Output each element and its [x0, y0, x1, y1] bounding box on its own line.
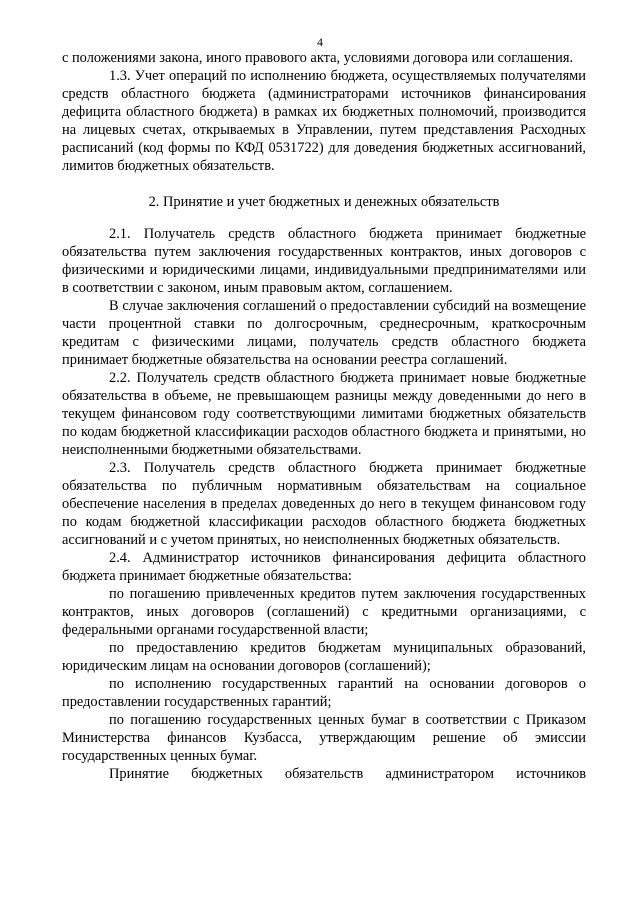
list-item-guarantees: по исполнению государственных гарантий на основании договоров о предоставлении государственных гарантий; [62, 676, 586, 710]
paragraph-continuation: с положениями закона, иного правового акта, условиями договора или соглашения. [62, 50, 574, 66]
list-item-securities: по погашению государственных ценных бумаг в соответствии с Приказом Министерства финансов Кузбасса, утверждающим решение об эмиссии государственных ценных бумаг. [62, 712, 586, 764]
paragraph-2-1: 2.1. Получатель средств областного бюджета принимает бюджетные обязательства путем заключения государственных контрактов, иных договоров с физическими и юридическими лицами, индивидуальными предпринимателями или в соответствии с законом, иным правовым актом, соглашением. [62, 226, 586, 296]
page-number: 4 [317, 35, 323, 49]
paragraph-trailing: Принятие бюджетных обязательств администратором источников [109, 766, 586, 782]
paragraph-subsidies: В случае заключения соглашений о предоставлении субсидий на возмещение части процентной ставки по долгосрочным, среднесрочным, краткосрочным кредитам с физическими лицами, получатель средств областного бюджета принимает бюджетные обязательства на основании реестра соглашений. [62, 298, 586, 368]
list-item-loan-provision: по предоставлению кредитов бюджетам муниципальных образований, юридическим лицам на основании договоров (соглашений); [62, 640, 586, 674]
paragraph-1-3: 1.3. Учет операций по исполнению бюджета, осуществляемых получателями средств областного бюджета (администраторами источников финансирования дефицита областного бюджета) в рамках их бюджетных полномочий, производится на лицевых счетах, открываемых в Управлении, путем представления Расходных расписаний (код формы по КФД 0531722) для доведения бюджетных ассигнований, лимитов бюджетных обязательств. [62, 68, 586, 174]
list-item-loan-repayment: по погашению привлеченных кредитов путем заключения государственных контрактов, иных договоров (соглашений) с кредитными организациями, с федеральными органами государственной власти; [62, 586, 586, 638]
section-heading: 2. Принятие и учет бюджетных и денежных обязательств [148, 194, 500, 210]
paragraph-2-4: 2.4. Администратор источников финансирования дефицита областного бюджета принимает бюджетные обязательства: [62, 550, 586, 584]
document-body [62, 49, 586, 783]
paragraph-2-3: 2.3. Получатель средств областного бюджета принимает бюджетные обязательства по публичным нормативным обязательствам на социальное обеспечение населения в пределах доведенных до него в текущем финансовом году по кодам бюджетной классификации расходов областного бюджета бюджетных ассигнований и с учетом принятых, но неисполненных бюджетных обязательств. [62, 460, 586, 548]
paragraph-2-2: 2.2. Получатель средств областного бюджета принимает новые бюджетные обязательства в объеме, не превышающем разницы между доведенными до него в текущем финансовом году соответствующими лимитами бюджетных обязательств по кодам бюджетной классификации расходов областного бюджета и принятыми, но неисполненными бюджетными обязательствами. [62, 370, 586, 458]
